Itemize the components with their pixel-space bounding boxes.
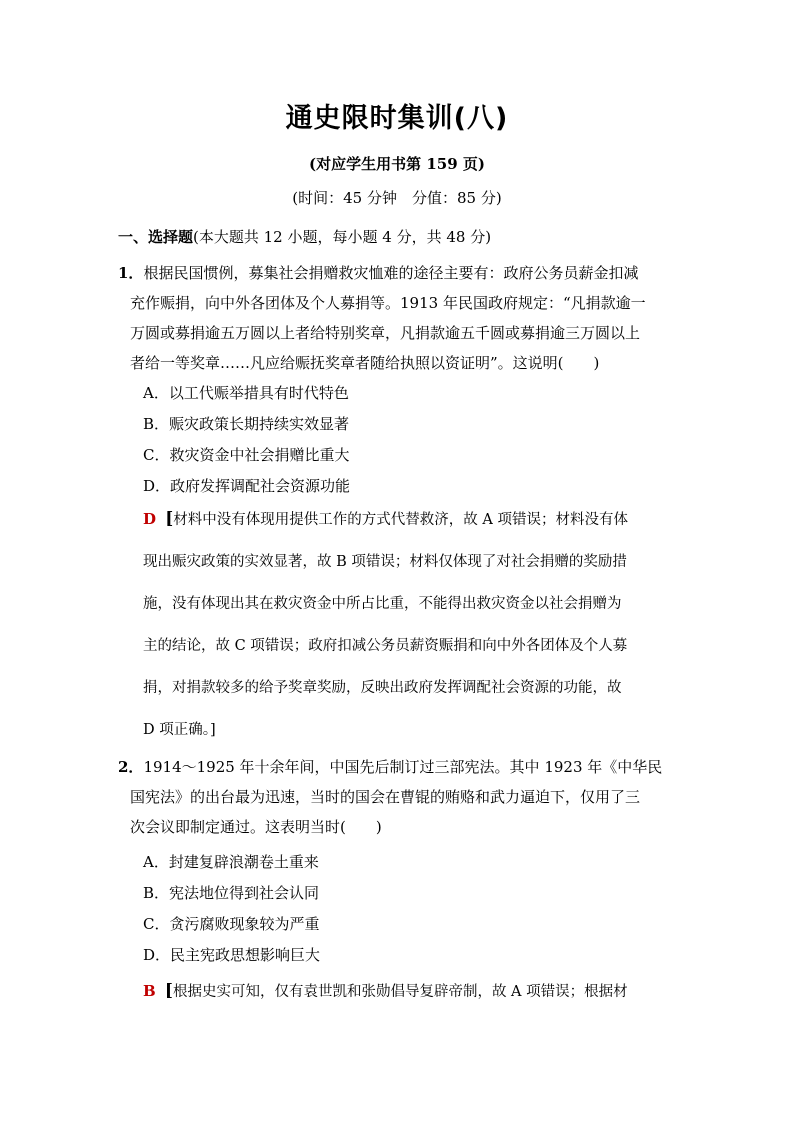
question-1-line-1: 1．根据民国惯例，募集社会捐赠救灾恤难的途径主要有：政府公务员薪金扣减: [118, 264, 639, 282]
question-1-option-b: B．赈灾政策长期持续实效显著: [143, 415, 350, 433]
question-1-answer-letter: D: [143, 510, 157, 528]
question-1-explanation-line-3: 施，没有体现出其在救灾资金中所占比重，不能得出救灾资金以社会捐赠为: [143, 596, 622, 612]
question-2-answer-letter: B: [143, 982, 156, 1000]
question-2-option-c: C．贪污腐败现象较为严重: [143, 915, 320, 933]
question-1-explanation-line-4: 主的结论，故 C 项错误；政府扣减公务员薪资赈捐和向中外各团体及个人募: [143, 638, 628, 654]
question-1-explanation-line-6: D 项正确。]: [143, 722, 216, 738]
question-2-line-2: 国宪法》的出台最为迅速，当时的国会在曹锟的贿赂和武力逼迫下，仅用了三: [130, 788, 641, 806]
question-2-option-a: A．封建复辟浪潮卷土重来: [143, 853, 319, 871]
page-title: 通史限时集训(八): [285, 103, 509, 134]
question-2-option-d: D．民主宪政思想影响巨大: [143, 946, 321, 964]
question-1-option-d: D．政府发挥调配社会资源功能: [143, 477, 351, 495]
question-2-explanation-line-1: B [根据史实可知，仅有袁世凯和张勋倡导复辟帝制，故 A 项错误；根据材: [143, 981, 628, 1001]
question-1-option-a: A．以工代赈举措具有时代特色: [143, 384, 349, 402]
question-2-line-3: 次会议即制定通过。这表明当时( ): [130, 818, 382, 836]
section-description: (本大题共 12 小题，每小题 4 分，共 48 分): [193, 228, 492, 246]
time-score-info: (时间：45 分钟 分值：85 分): [292, 189, 502, 207]
question-1-explanation-line-2: 现出赈灾政策的实效显著，故 B 项错误；材料仅体现了对社会捐赠的奖励措: [143, 554, 627, 570]
question-1-option-c: C．救灾资金中社会捐赠比重大: [143, 446, 350, 464]
question-1-line-3: 万圆或募捐逾五万圆以上者给特别奖章，凡捐款逾五千圆或募捐逾三万圆以上: [130, 324, 641, 342]
question-1-explanation-line-1: D [材料中没有体现用提供工作的方式代替救济，故 A 项错误；材料没有体: [143, 509, 628, 529]
question-1: [118, 228, 678, 378]
answer-bracket-open: [: [164, 981, 173, 1001]
answer-bracket-open: [: [165, 509, 174, 529]
question-1-line-4: 者给一等奖章……凡应给赈抚奖章者随给执照以资证明”。这说明( ): [130, 354, 600, 372]
question-1-explanation-line-5: 捐，对捐款较多的给予奖章奖励，反映出政府发挥调配社会资源的功能，故: [143, 680, 622, 696]
page-subtitle: (对应学生用书第 159 页): [309, 155, 485, 173]
question-2-number: 2．: [118, 758, 144, 776]
question-2-option-b: B．宪法地位得到社会认同: [143, 884, 320, 902]
section-label: 一、选择题: [118, 228, 194, 246]
question-1-number: 1．: [118, 264, 144, 282]
question-1-line-2: 充作赈捐，向中外各团体及个人募捐等。1913 年民国政府规定：“凡捐款逾一: [130, 294, 646, 312]
question-2: [118, 752, 678, 842]
question-2-line-1: 2．1914～1925 年十余年间，中国先后制订过三部宪法。其中 1923 年《中华民: [118, 758, 663, 776]
question-2-answer: [143, 970, 678, 1013]
question-1-answer: [143, 498, 678, 751]
